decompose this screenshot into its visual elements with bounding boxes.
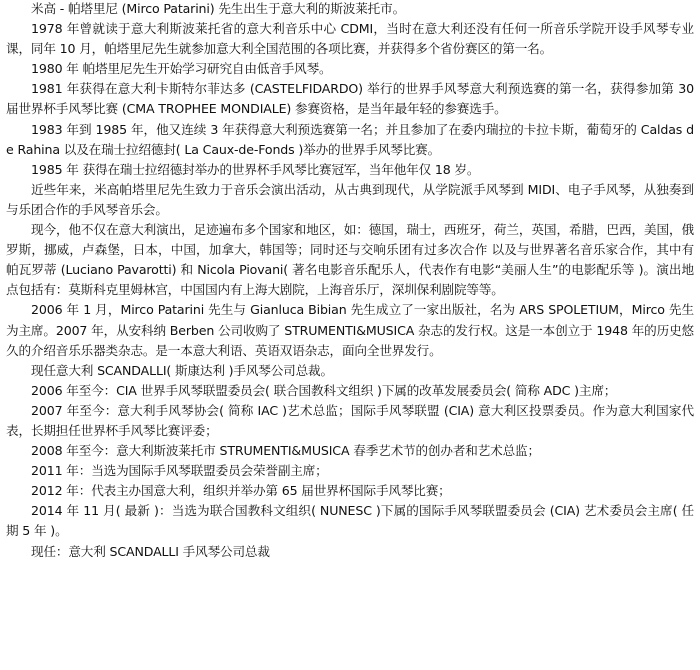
paragraph-2006-publishing: 2006 年 1 月，Mirco Patarini 先生与 Gianluca Bibian 先生成立了一家出版社，名为 ARS SPOLETIUM，Mirco 先生为主席。2007 年，从安科纳 Berben 公司收购了 STRUMENTI&MUSICA 杂志的发行权。这是一本创立于 1948 年的历史悠久的介绍音乐乐器类杂志。是一本意大利语、英语双语杂志，面向全世界发行。 <box>6 302 694 358</box>
paragraph-2012: 2012 年：代表主办国意大利，组织并举办第 65 届世界杯国际手风琴比赛； <box>31 483 451 499</box>
paragraph-2006-adc: 2006 年至今：CIA 世界手风琴联盟委员会( 联合国教科文组织 )下属的改革发展委员会( 简称 ADC )主席； <box>31 382 617 398</box>
paragraph-scandalli-president: 现任意大利 SCANDALLI( 斯康达利 )手风琴公司总裁。 <box>31 362 333 378</box>
paragraph-2008-festival: 2008 年至今：意大利斯波莱托市 STRUMENTI&MUSICA 春季艺术节的创办者和艺术总监； <box>31 443 540 459</box>
paragraph-2014: 2014 年 11 月( 最新 )：当选为联合国教科文组织( NUNESC )下属的国际手风琴联盟委员会 (CIA) 艺术委员会主席( 任期 5 年 )。 <box>6 503 694 539</box>
paragraph-1978: 1978 年曾就读于意大利斯波莱托省的意大利音乐中心 CDMI，当时在意大利还没有任何一所音乐学院开设手风琴专业课，同年 10 月，帕塔里尼先生就参加意大利全国范围的各项比赛，并获得多个省份赛区的第一名。 <box>6 21 694 57</box>
paragraph-1983-1985: 1983 年到 1985 年，他又连续 3 年获得意大利预选赛第一名；并且参加了在委内瑞拉的卡拉卡斯，葡萄牙的 Caldas de Rahina 以及在瑞士拉绍德封( La Caux-de-Fonds )举办的世界手风琴比赛。 <box>6 121 694 157</box>
paragraph-birth: 米高 - 帕塔里尼 (Mirco Patarini) 先生出生于意大利的斯波莱托市。 <box>31 1 406 16</box>
paragraph-2007-iac: 2007 年至今：意大利手风琴协会( 简称 IAC )艺术总监；国际手风琴联盟 (CIA) 意大利区投票委员。作为意大利国家代表，长期担任世界杯手风琴比赛评委； <box>6 402 694 438</box>
paragraph-current-role: 现任：意大利 SCANDALLI 手风琴公司总裁 <box>31 543 270 559</box>
paragraph-recent-years: 近些年来，米高帕塔里尼先生致力于音乐会演出活动，从古典到现代，从学院派手风琴到 MIDI、电子手风琴，从独奏到与乐团合作的手风琴音乐会。 <box>6 181 694 217</box>
paragraph-1981: 1981 年获得在意大利卡斯特尔菲达多 (CASTELFIDARDO) 举行的世界手风琴意大利预选赛的第一名，获得参加第 30 届世界杯手风琴比赛 (CMA TROPHEE MONDIALE) 参赛资格，是当年最年轻的参赛选手。 <box>6 81 694 117</box>
paragraph-performances: 现今，他不仅在意大利演出，足迹遍布多个国家和地区，如：德国，瑞士，西班牙，荷兰，英国，希腊，巴西，美国，俄罗斯，挪威，卢森堡，日本，中国，加拿大，韩国等；同时还与交响乐团有过多次合作 以及与世界著名音乐家合作，其中有帕瓦罗蒂 (Luciano Pavarotti) 和 Nicola Piovani( 著名电影音乐配乐人，代表作有电影“美丽人生”的电影配乐等 )。演出地点包括有：莫斯科克里姆林宫，中国国内有上海大剧院，上海音乐厅，深圳保利剧院等等。 <box>6 222 694 298</box>
paragraph-2011: 2011 年：当选为国际手风琴联盟委员会荣誉副主席； <box>31 463 328 479</box>
paragraph-1985: 1985 年 获得在瑞士拉绍德封举办的世界杯手风琴比赛冠军，当年他年仅 18 岁。 <box>31 161 480 177</box>
paragraph-1980: 1980 年 帕塔里尼先生开始学习研究自由低音手风琴。 <box>31 61 332 77</box>
